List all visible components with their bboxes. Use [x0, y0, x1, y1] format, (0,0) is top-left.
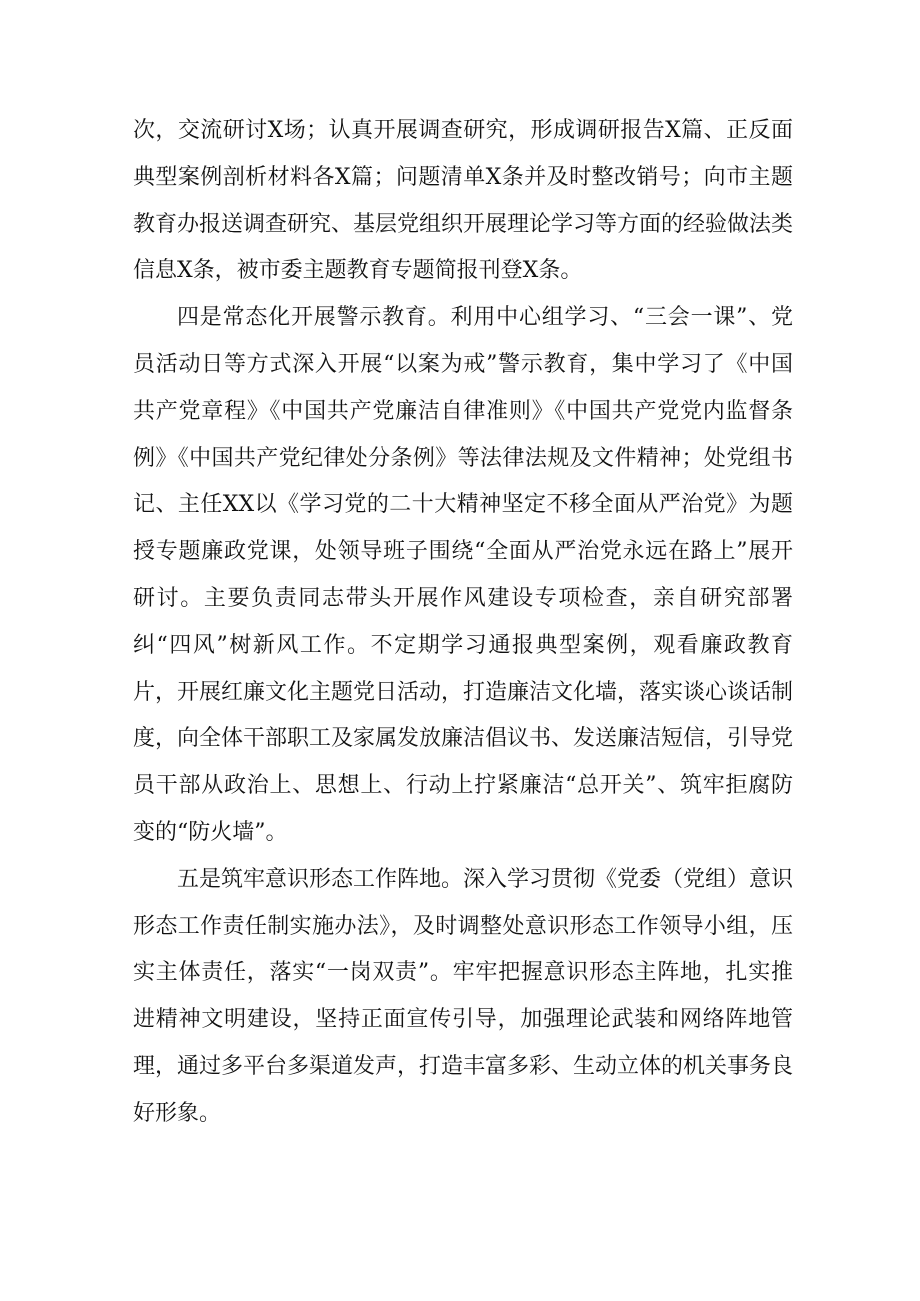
paragraph-continuation: 次，交流研讨X场；认真开展调查研究，形成调研报告X篇、正反面典型案例剖析材料各X篇；问题清单X条并及时整改销号；向市主题教育办报送调查研究、基层党组织开展理论学习等方面的经验做法类信息X条，被市委主题教育专题简报刊登X条。	[133, 118, 794, 284]
paragraph-warning-education: 四是常态化开展警示教育。利用中心组学习、“三会一课”、党员活动日等方式深入开展“以案为戒”警示教育，集中学习了《中国共产党章程》《中国共产党廉洁自律准则》《中国共产党党内监督条例》《中国共产党纪律处分条例》等法律法规及文件精神；处党组书记、主任XX以《学习党的二十大精神坚定不移全面从严治党》为题授专题廉政党课，处领导班子围绕“全面从严治党永远在路上”展开研讨。主要负责同志带头开展作风建设专项检查，亲自研究部署纠“四风”树新风工作。不定期学习通报典型案例，观看廉政教育片，开展红廉文化主题党日活动，打造廉洁文化墙，落实谈心谈话制度，向全体干部职工及家属发放廉洁倡议书、发送廉洁短信，引导党员干部从政治上、思想上、行动上拧紧廉洁“总开关”、筑牢拒腐防变的“防火墙”。	[133, 305, 794, 845]
document-body	[133, 108, 793, 1138]
paragraph-ideology-work: 五是筑牢意识形态工作阵地。深入学习贯彻《党委（党组）意识形态工作责任制实施办法》，及时调整处意识形态工作领导小组，压实主体责任，落实“一岗双责”。牢牢把握意识形态主阵地，扎实推进精神文明建设，坚持正面宣传引导，加强理论武装和网络阵地管理，通过多平台多渠道发声，打造丰富多彩、生动立体的机关事务良好形象。	[133, 866, 794, 1126]
